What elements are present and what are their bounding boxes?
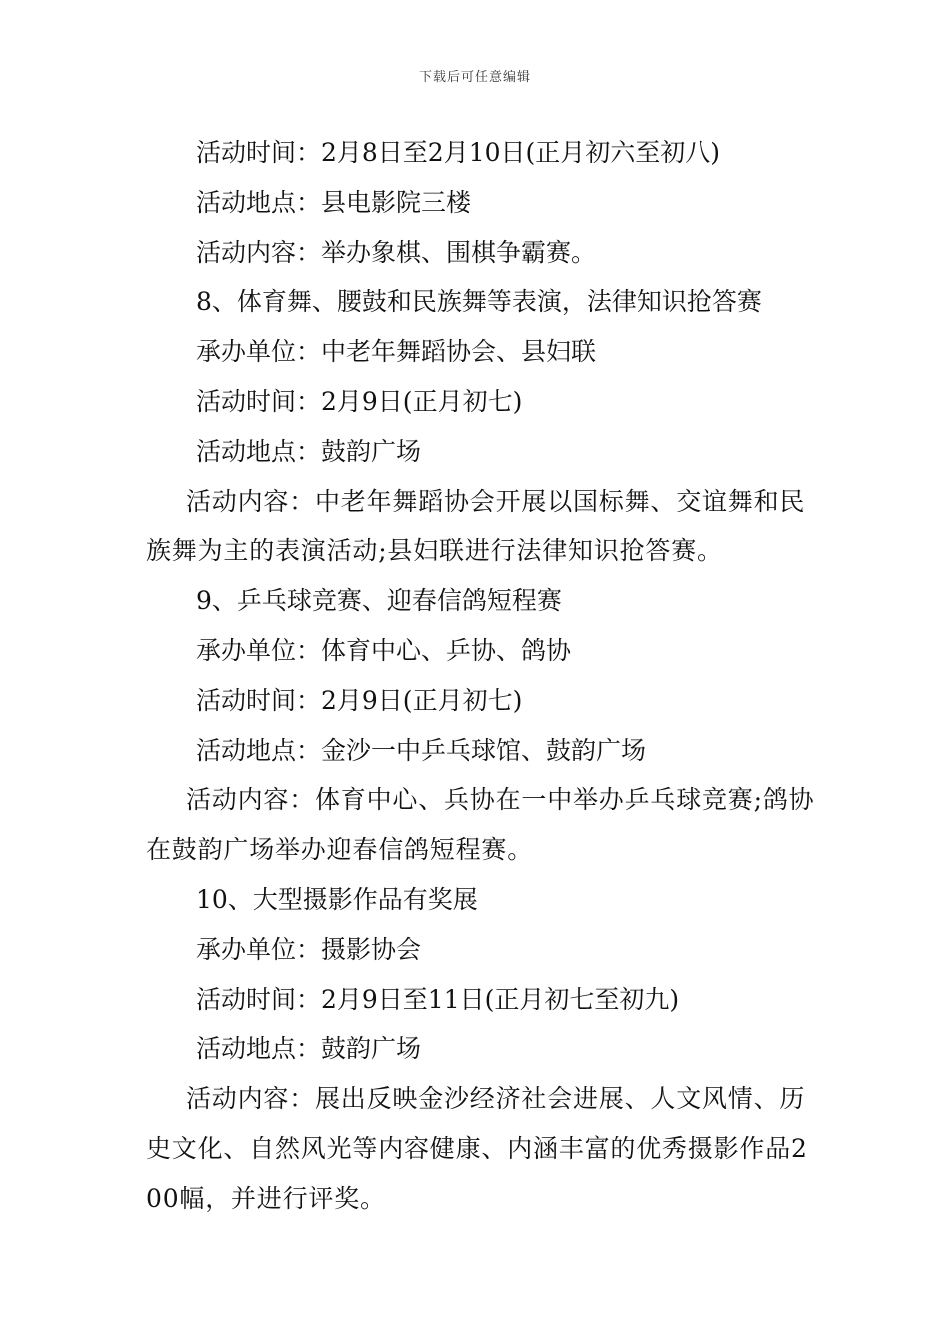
activity-time-line: 活动时间：2月9日(正月初七) <box>196 685 523 715</box>
activity-time-line: 活动时间：2月9日至11日(正月初七至初九) <box>196 984 680 1014</box>
organizer-line: 承办单位：摄影协会 <box>196 934 422 964</box>
activity-content-paragraph: 活动内容：中老年舞蹈协会开展以国标舞、交谊舞和民族舞为主的表演活动;县妇联进行法律知识抢答赛。 <box>146 486 806 566</box>
activity-place-line: 活动地点：金沙一中乒乓球馆、鼓韵广场 <box>196 735 647 765</box>
activity-content-line: 活动内容：举办象棋、围棋争霸赛。 <box>196 237 597 267</box>
activity-time-line: 活动时间：2月9日(正月初七) <box>196 386 523 416</box>
header-note: 下载后可任意编辑 <box>418 70 531 85</box>
activity-time-line: 活动时间：2月8日至2月10日(正月初六至初八) <box>196 138 721 167</box>
section-heading-8: 8、体育舞、腰鼓和民族舞等表演，法律知识抢答赛 <box>196 287 762 317</box>
organizer-line: 承办单位：中老年舞蹈协会、县妇联 <box>196 337 597 367</box>
organizer-line: 承办单位：体育中心、乒协、鸽协 <box>196 635 572 665</box>
document-body <box>146 128 816 1224</box>
activity-place-line: 活动地点：鼓韵广场 <box>196 1034 422 1064</box>
activity-content-paragraph: 活动内容：体育中心、兵协在一中举办乒乓球竞赛;鸽协在鼓韵广场举办迎春信鸽短程赛。 <box>146 785 815 865</box>
activity-place-line: 活动地点：鼓韵广场 <box>196 436 422 466</box>
section-heading-9: 9、乒乓球竞赛、迎春信鸽短程赛 <box>196 586 562 616</box>
activity-place-line: 活动地点：县电影院三楼 <box>196 187 472 217</box>
section-heading-10: 10、大型摄影作品有奖展 <box>196 884 478 914</box>
activity-content-paragraph: 活动内容：展出反映金沙经济社会进展、人文风情、历史文化、自然风光等内容健康、内涵丰富的优秀摄影作品200幅，并进行评奖。 <box>146 1084 808 1213</box>
